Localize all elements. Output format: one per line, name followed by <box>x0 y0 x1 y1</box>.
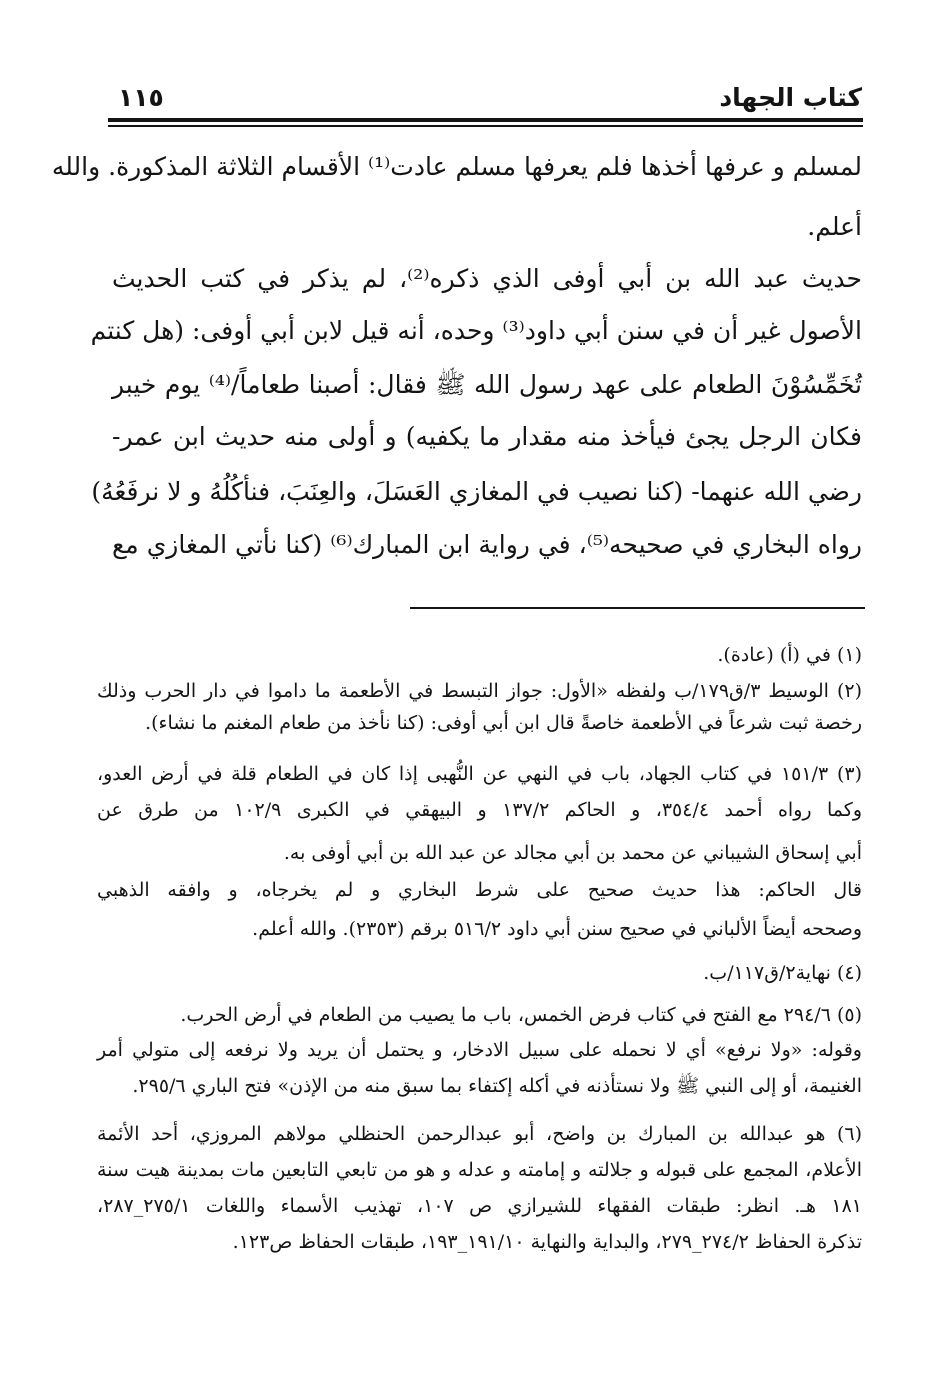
body-line: أعلم. <box>807 212 862 241</box>
footnote-line: (٦) هو عبدالله بن المبارك بن واضح، أبو عبدالرحمن الحنظلي مولاهم المروزي، أحد الأئمة <box>97 1123 862 1145</box>
footnote-line: قال الحاكم: هذا حديث صحيح على شرط البخاري و لم يخرجاه، و وافقه الذهبي <box>97 879 862 901</box>
footnote-line: (٤) نهاية٢/ق١١٧/ب. <box>703 962 862 984</box>
footnote-line: (٣) ١٥١/٣ في كتاب الجهاد، باب في النهي عن النُّهبى إذا كان في الطعام قلة في أرض العدو، <box>97 763 862 785</box>
footnote-line: وقوله: «ولا نرفع» أي لا نحمله على سبيل الادخار، و يحتمل أن يريد ولا نرفعه إلى متولي أمر <box>97 1039 862 1061</box>
body-line: رواه البخاري في صحيحه⁽⁵⁾، في رواية ابن المبارك⁽⁶⁾ (كنا نأتي المغازي مع <box>112 530 862 559</box>
footnote-line: الأعلام، المجمع على قبوله و جلالته و إمامته و عدله و هو من تابعي التابعين مات بمدينة هيت سنة <box>97 1159 862 1181</box>
footnote-line: رخصة ثبت شرعاً في الأطعمة خاصةً قال ابن أبي أوفى: (كنا نأخذ من طعام المغنم ما نشاء). <box>145 712 862 734</box>
body-line: حديث عبد الله بن أبي أوفى الذي ذكره⁽²⁾، لم يذكر في كتب الحديث <box>112 264 862 293</box>
footnote-line: وكما رواه أحمد ٣٥٤/٤، و الحاكم ١٣٧/٢ و البيهقي في الكبرى ١٠٢/٩ من طرق عن <box>97 799 862 821</box>
body-line: فكان الرجل يجئ فيأخذ منه مقدار ما يكفيه) و أولى منه حديث ابن عمر- <box>112 422 862 451</box>
footnote-line: (٥) ٢٩٤/٦ مع الفتح في كتاب فرض الخمس، باب ما يصيب من الطعام في أرض الحرب. <box>180 1004 862 1026</box>
footnote-line: الغنيمة، أو إلى النبي ﷺ ولا نستأذنه في أكله إكتفاء بما سبق منه من الإذن» فتح الباري ٢٩٥/٦. <box>132 1075 862 1097</box>
footnote-line: وصححه أيضاً الألباني في صحيح سنن أبي داود ٥١٦/٢ برقم (٢٣٥٣). والله أعلم. <box>252 918 862 940</box>
page-number: ١١٥ <box>118 83 164 112</box>
header-rule-thin <box>108 125 863 127</box>
body-line: تُخَمِّسُوْنَ الطعام على عهد رسول الله ﷺ فقال: أصبنا طعاماً/⁽⁴⁾ يوم خيبر <box>112 370 862 399</box>
header-rule-thick <box>108 118 863 122</box>
body-line: لمسلم و عرفها أخذها فلم يعرفها مسلم عادت⁽¹⁾ الأقسام الثلاثة المذكورة. والله <box>51 152 862 181</box>
footnote-separator <box>410 607 865 609</box>
footnote-line: (٢) الوسيط ٣/ق١٧٩/ب ولفظه «الأول: جواز التبسط في الأطعمة ما داموا في دار الحرب وذلك <box>97 680 862 702</box>
body-line: الأصول غير أن في سنن أبي داود⁽³⁾ وحده، أنه قيل لابن أبي أوفى: (هل كنتم <box>90 316 862 345</box>
running-header-title: كتاب الجهاد <box>719 83 862 112</box>
body-line: رضي الله عنهما- (كنا نصيب في المغازي العَسَلَ، والعِنَبَ، فنأكُلُهُ و لا نرفَعُهُ) <box>91 477 862 506</box>
footnote-line: أبي إسحاق الشيباني عن محمد بن أبي مجالد عن عبد الله بن أبي أوفى به. <box>283 842 862 864</box>
footnote-line: تذكرة الحفاظ ٢٧٤/٢_٢٧٩، والبداية والنهاية ١٩١/١٠_١٩٣، طبقات الحفاظ ص١٢٣. <box>232 1231 862 1253</box>
footnote-line: (١) في (أ) (عادة). <box>717 644 862 666</box>
footnote-line: ١٨١ هـ. انظر: طبقات الفقهاء للشيرازي ص ١٠٧، تهذيب الأسماء واللغات ٢٧٥/١_٢٨٧، <box>97 1195 862 1217</box>
